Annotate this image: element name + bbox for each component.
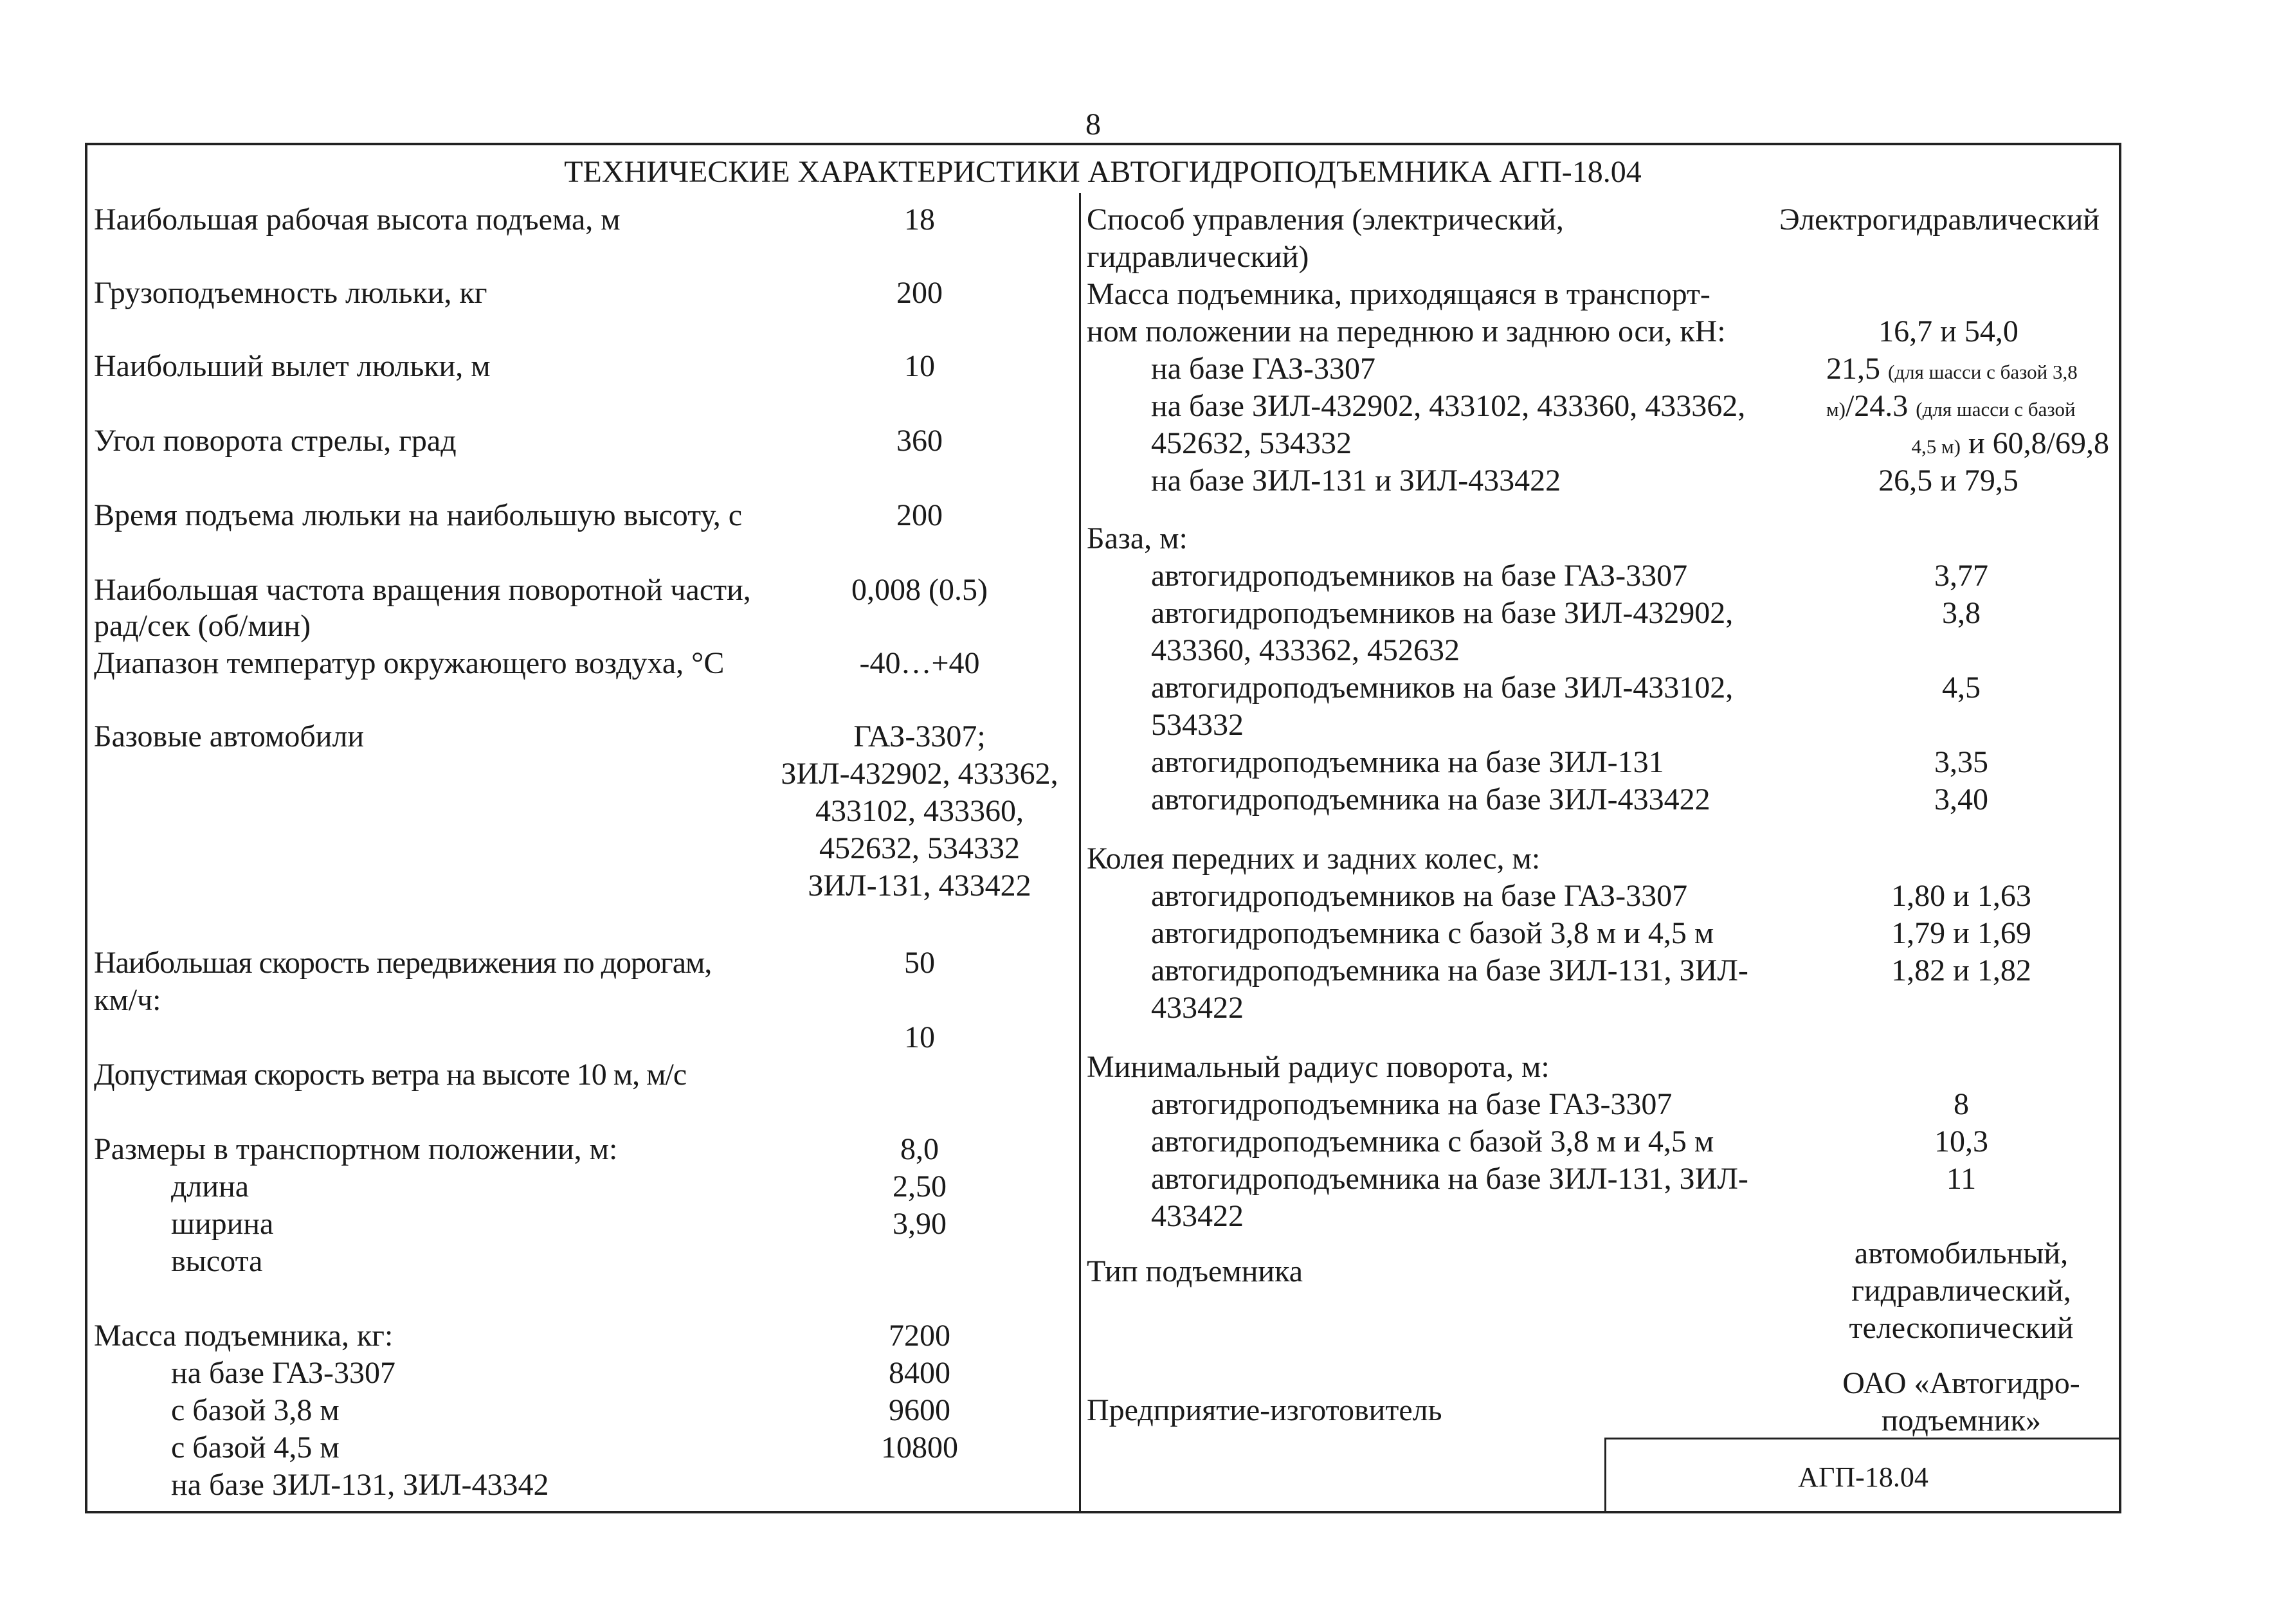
lift-time-value: 200 xyxy=(896,498,943,532)
dims-value: 2,50 xyxy=(893,1169,947,1204)
axle-mass-value-part: /24.3 xyxy=(1845,389,1909,423)
dims-label: Размеры в транспортном положении, м: xyxy=(94,1132,618,1166)
rot-speed-value: 0,008 (0.5) xyxy=(851,573,988,607)
temp-value: -40…+40 xyxy=(859,646,980,680)
axle-mass-value xyxy=(1826,388,2076,428)
axle-mass-value: 26,5 и 79,5 xyxy=(1878,464,2018,498)
mass-value: 7200 xyxy=(889,1319,950,1353)
rotation-value: 360 xyxy=(896,424,943,458)
track-label: Колея передних и задних колес, м: xyxy=(1087,842,1541,876)
table-title: ТЕХНИЧЕСКИЕ ХАРАКТЕРИСТИКИ АВТОГИДРОПОДЪЕМНИКА АГП-18.04 xyxy=(564,155,1642,189)
radius-label: Минимальный радиус поворота, м: xyxy=(1087,1050,1550,1084)
axle-mass-value-part: 21,5 xyxy=(1826,352,1880,386)
axle-mass-item: на базе ЗИЛ-131 и ЗИЛ-433422 xyxy=(1151,464,1561,498)
axle-mass-label-1: Масса подъемника, приходящаяся в транспорт- xyxy=(1087,277,1710,311)
axle-mass-note: м) xyxy=(1826,398,1846,420)
mass-label: Масса подъемника, кг: xyxy=(94,1319,394,1353)
axle-mass-value: 16,7 и 54,0 xyxy=(1878,314,2018,348)
track-item: автогидроподъемников на базе ГАЗ-3307 xyxy=(1151,879,1688,913)
base-vehicles-value: 433102, 433360, xyxy=(815,794,1024,828)
capacity-value: 200 xyxy=(896,276,943,310)
lift-time-label: Время подъема люльки на наибольшую высоту, с xyxy=(94,498,742,532)
rot-speed-label-1: Наибольшая частота вращения поворотной части, xyxy=(94,573,751,607)
wheelbase-value: 3,35 xyxy=(1934,745,1988,779)
wheelbase-item: 534332 xyxy=(1151,708,1244,742)
frame-bottom xyxy=(85,1511,2121,1513)
page-number: 8 xyxy=(1085,107,1101,141)
mass-value: 9600 xyxy=(889,1393,950,1427)
base-vehicles-value: 452632, 534332 xyxy=(819,831,1020,865)
temp-label: Диапазон температур окружающего воздуха, °С xyxy=(94,646,725,680)
mass-item: с базой 4,5 м xyxy=(171,1430,340,1465)
axle-mass-label-2: ном положении на переднюю и заднюю оси, кН: xyxy=(1087,314,1726,348)
track-value: 1,79 и 1,69 xyxy=(1891,916,2031,950)
wheelbase-item: автогидроподъемника на базе ЗИЛ-131 xyxy=(1151,745,1664,779)
max-height-label: Наибольшая рабочая высота подъема, м xyxy=(94,203,621,237)
wheelbase-value: 3,77 xyxy=(1934,559,1988,593)
track-value: 1,80 и 1,63 xyxy=(1891,879,2031,913)
base-vehicles-label: Базовые автомобили xyxy=(94,719,365,753)
dims-value: 3,90 xyxy=(893,1207,947,1241)
wheelbase-value: 4,5 xyxy=(1942,671,1981,705)
radius-item: автогидроподъемника на базе ГАЗ-3307 xyxy=(1151,1087,1673,1121)
road-speed-label-1: Наибольшая скорость передвижения по дорогам, xyxy=(94,946,712,980)
wheelbase-value: 3,8 xyxy=(1942,596,1981,630)
reach-label: Наибольший вылет люльки, м xyxy=(94,349,491,383)
maker-value: ОАО «Автогидро- xyxy=(1842,1366,2080,1400)
rot-speed-label-2: рад/сек (об/мин) xyxy=(94,609,311,643)
radius-value: 11 xyxy=(1946,1162,1977,1196)
rotation-label: Угол поворота стрелы, град xyxy=(94,424,457,458)
frame-right xyxy=(2119,143,2121,1513)
dims-item: длина xyxy=(171,1169,249,1204)
base-vehicles-value: ЗИЛ-432902, 433362, xyxy=(781,757,1058,791)
mass-item: на базе ГАЗ-3307 xyxy=(171,1356,396,1390)
dims-value: 8,0 xyxy=(900,1132,939,1166)
track-item: автогидроподъемника с базой 3,8 м и 4,5 м xyxy=(1151,916,1714,950)
track-value: 1,82 и 1,82 xyxy=(1891,953,2031,988)
capacity-label: Грузоподъемность люльки, кг xyxy=(94,276,487,310)
max-height-value: 18 xyxy=(904,203,935,237)
mass-item: с базой 3,8 м xyxy=(171,1393,340,1427)
control-label-2: гидравлический) xyxy=(1087,240,1309,274)
radius-item: автогидроподъемника с базой 3,8 м и 4,5 м xyxy=(1151,1124,1714,1159)
maker-value: подъемник» xyxy=(1882,1403,2041,1438)
track-item: 433422 xyxy=(1151,991,1244,1025)
axle-mass-value xyxy=(1826,351,2078,390)
type-label: Тип подъемника xyxy=(1087,1254,1303,1288)
axle-mass-value xyxy=(1826,426,2109,465)
type-value: телескопический xyxy=(1849,1311,2074,1345)
road-speed-label-2: км/ч: xyxy=(94,983,161,1017)
control-value: Электрогидравлический xyxy=(1779,203,2100,237)
type-value: гидравлический, xyxy=(1851,1274,2071,1308)
frame-left xyxy=(85,143,87,1513)
axle-mass-note: (для шасси с базой xyxy=(1916,398,2076,420)
road-speed-value: 50 xyxy=(904,946,935,980)
wheelbase-item: 433360, 433362, 452632 xyxy=(1151,633,1460,667)
mass-value: 8400 xyxy=(889,1356,950,1390)
axle-mass-item: 452632, 534332 xyxy=(1151,426,1352,460)
wheelbase-item: автогидроподъемников на базе ГАЗ-3307 xyxy=(1151,559,1688,593)
dims-item: ширина xyxy=(171,1207,274,1241)
axle-mass-value-part: и 60,8/69,8 xyxy=(1968,426,2109,460)
wheelbase-label: База, м: xyxy=(1087,521,1188,555)
axle-mass-note: (для шасси с базой 3,8 xyxy=(1888,361,2078,383)
base-vehicles-value: ЗИЛ-131, 433422 xyxy=(808,869,1031,903)
control-label-1: Способ управления (электрический, xyxy=(1087,203,1564,237)
mass-value: 10800 xyxy=(881,1430,958,1465)
column-divider xyxy=(1079,193,1081,1512)
track-item: автогидроподъемника на базе ЗИЛ-131, ЗИЛ- xyxy=(1151,953,1748,988)
radius-item: автогидроподъемника на базе ЗИЛ-131, ЗИЛ- xyxy=(1151,1162,1748,1196)
frame-top xyxy=(85,143,2121,145)
radius-item: 433422 xyxy=(1151,1199,1244,1233)
model-box-left xyxy=(1604,1438,1606,1512)
wind-label: Допустимая скорость ветра на высоте 10 м, м/с xyxy=(94,1058,687,1092)
axle-mass-item: на базе ГАЗ-3307 xyxy=(1151,352,1376,386)
mass-item: на базе ЗИЛ-131, ЗИЛ-43342 xyxy=(171,1468,549,1502)
wind-value: 10 xyxy=(904,1020,935,1054)
axle-mass-note: 4,5 м) xyxy=(1911,435,1961,458)
wheelbase-item: автогидроподъемников на базе ЗИЛ-433102, xyxy=(1151,671,1734,705)
reach-value: 10 xyxy=(904,349,935,383)
radius-value: 10,3 xyxy=(1934,1124,1988,1159)
axle-mass-item: на базе ЗИЛ-432902, 433102, 433360, 433362, xyxy=(1151,389,1746,423)
wheelbase-item: автогидроподъемников на базе ЗИЛ-432902, xyxy=(1151,596,1734,630)
dims-item: высота xyxy=(171,1244,263,1278)
maker-label: Предприятие-изготовитель xyxy=(1087,1393,1442,1427)
base-vehicles-value: ГАЗ-3307; xyxy=(853,719,986,753)
wheelbase-value: 3,40 xyxy=(1934,782,1988,817)
wheelbase-item: автогидроподъемника на базе ЗИЛ-433422 xyxy=(1151,782,1710,817)
type-value: автомобильный, xyxy=(1854,1236,2069,1270)
model-box-label: АГП-18.04 xyxy=(1798,1461,1928,1493)
radius-value: 8 xyxy=(1954,1087,1969,1121)
